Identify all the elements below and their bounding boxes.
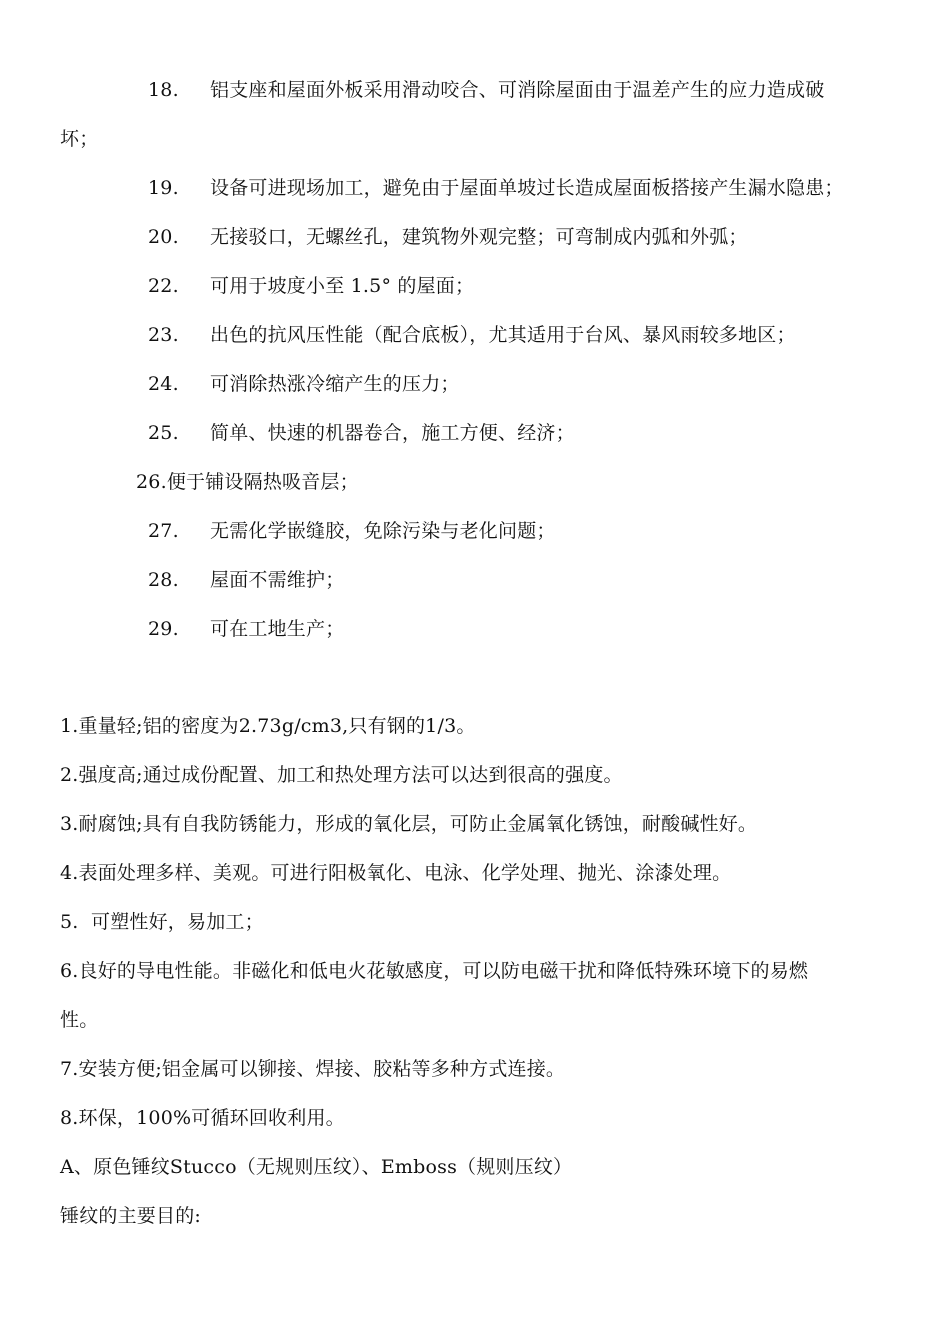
property-1: 1.重量轻;铝的密度为2.73g/cm3,只有钢的1/3。 bbox=[60, 715, 476, 737]
list-text: 无接驳口，无螺丝孔，建筑物外观完整；可弯制成内弧和外弧； bbox=[210, 226, 748, 248]
list-item-18-continuation: 坏； bbox=[60, 128, 99, 150]
list-number: 20. bbox=[148, 226, 179, 248]
list-text: 简单、快速的机器卷合，施工方便、经济； bbox=[210, 422, 575, 444]
list-text: 可消除热涨冷缩产生的压力； bbox=[210, 373, 460, 395]
list-text: 可在工地生产； bbox=[210, 618, 345, 640]
hammer-purpose-label: 锤纹的主要目的: bbox=[60, 1205, 202, 1227]
list-number: 28. bbox=[148, 569, 179, 591]
list-number: 25. bbox=[148, 422, 179, 444]
list-item-24 bbox=[148, 372, 460, 396]
list-number: 23. bbox=[148, 324, 179, 346]
list-item-26 bbox=[136, 470, 359, 494]
list-text: 便于铺设隔热吸音层； bbox=[166, 471, 359, 493]
list-item-18 bbox=[148, 78, 824, 102]
list-item-23 bbox=[148, 323, 796, 347]
property-3: 3.耐腐蚀;具有自我防锈能力，形成的氧化层，可防止金属氧化锈蚀，耐酸碱性好。 bbox=[60, 813, 758, 835]
list-item-20 bbox=[148, 225, 748, 249]
list-text: 可用于坡度小至 1.5° 的屋面； bbox=[210, 275, 475, 297]
section-a-heading: A、原色锤纹Stucco（无规则压纹）、Emboss（规则压纹） bbox=[60, 1156, 573, 1178]
list-item-29 bbox=[148, 617, 344, 641]
property-4: 4.表面处理多样、美观。可进行阳极氧化、电泳、化学处理、抛光、涂漆处理。 bbox=[60, 862, 732, 884]
property-8: 8.环保，100%可循环回收利用。 bbox=[60, 1107, 345, 1129]
list-number: 26. bbox=[136, 471, 167, 493]
list-number: 22. bbox=[148, 275, 179, 297]
list-text: 铝支座和屋面外板采用滑动咬合、可消除屋面由于温差产生的应力造成破 bbox=[210, 79, 825, 101]
list-number: 27. bbox=[148, 520, 179, 542]
list-text: 屋面不需维护； bbox=[210, 569, 345, 591]
property-2: 2.强度高;通过成份配置、加工和热处理方法可以达到很高的强度。 bbox=[60, 764, 623, 786]
list-number: 19. bbox=[148, 177, 179, 199]
list-text: 设备可进现场加工，避免由于屋面单坡过长造成屋面板搭接产生漏水隐患； bbox=[210, 177, 844, 199]
list-text: 无需化学嵌缝胶，免除污染与老化问题； bbox=[210, 520, 556, 542]
property-5: 5. 可塑性好，易加工； bbox=[60, 911, 264, 933]
property-6: 6.良好的导电性能。非磁化和低电火花敏感度，可以防电磁干扰和降低特殊环境下的易燃 bbox=[60, 960, 809, 982]
list-item-22 bbox=[148, 274, 474, 298]
property-6-continuation: 性。 bbox=[60, 1009, 99, 1031]
list-item-25 bbox=[148, 421, 575, 445]
list-number: 24. bbox=[148, 373, 179, 395]
list-item-27 bbox=[148, 519, 556, 543]
property-7: 7.安装方便;铝金属可以铆接、焊接、胶粘等多种方式连接。 bbox=[60, 1058, 566, 1080]
list-item-19 bbox=[148, 176, 844, 200]
list-number: 18. bbox=[148, 79, 179, 101]
list-item-28 bbox=[148, 568, 344, 592]
list-number: 29. bbox=[148, 618, 179, 640]
list-text: 出色的抗风压性能（配合底板），尤其适用于台风、暴风雨较多地区； bbox=[210, 324, 796, 346]
